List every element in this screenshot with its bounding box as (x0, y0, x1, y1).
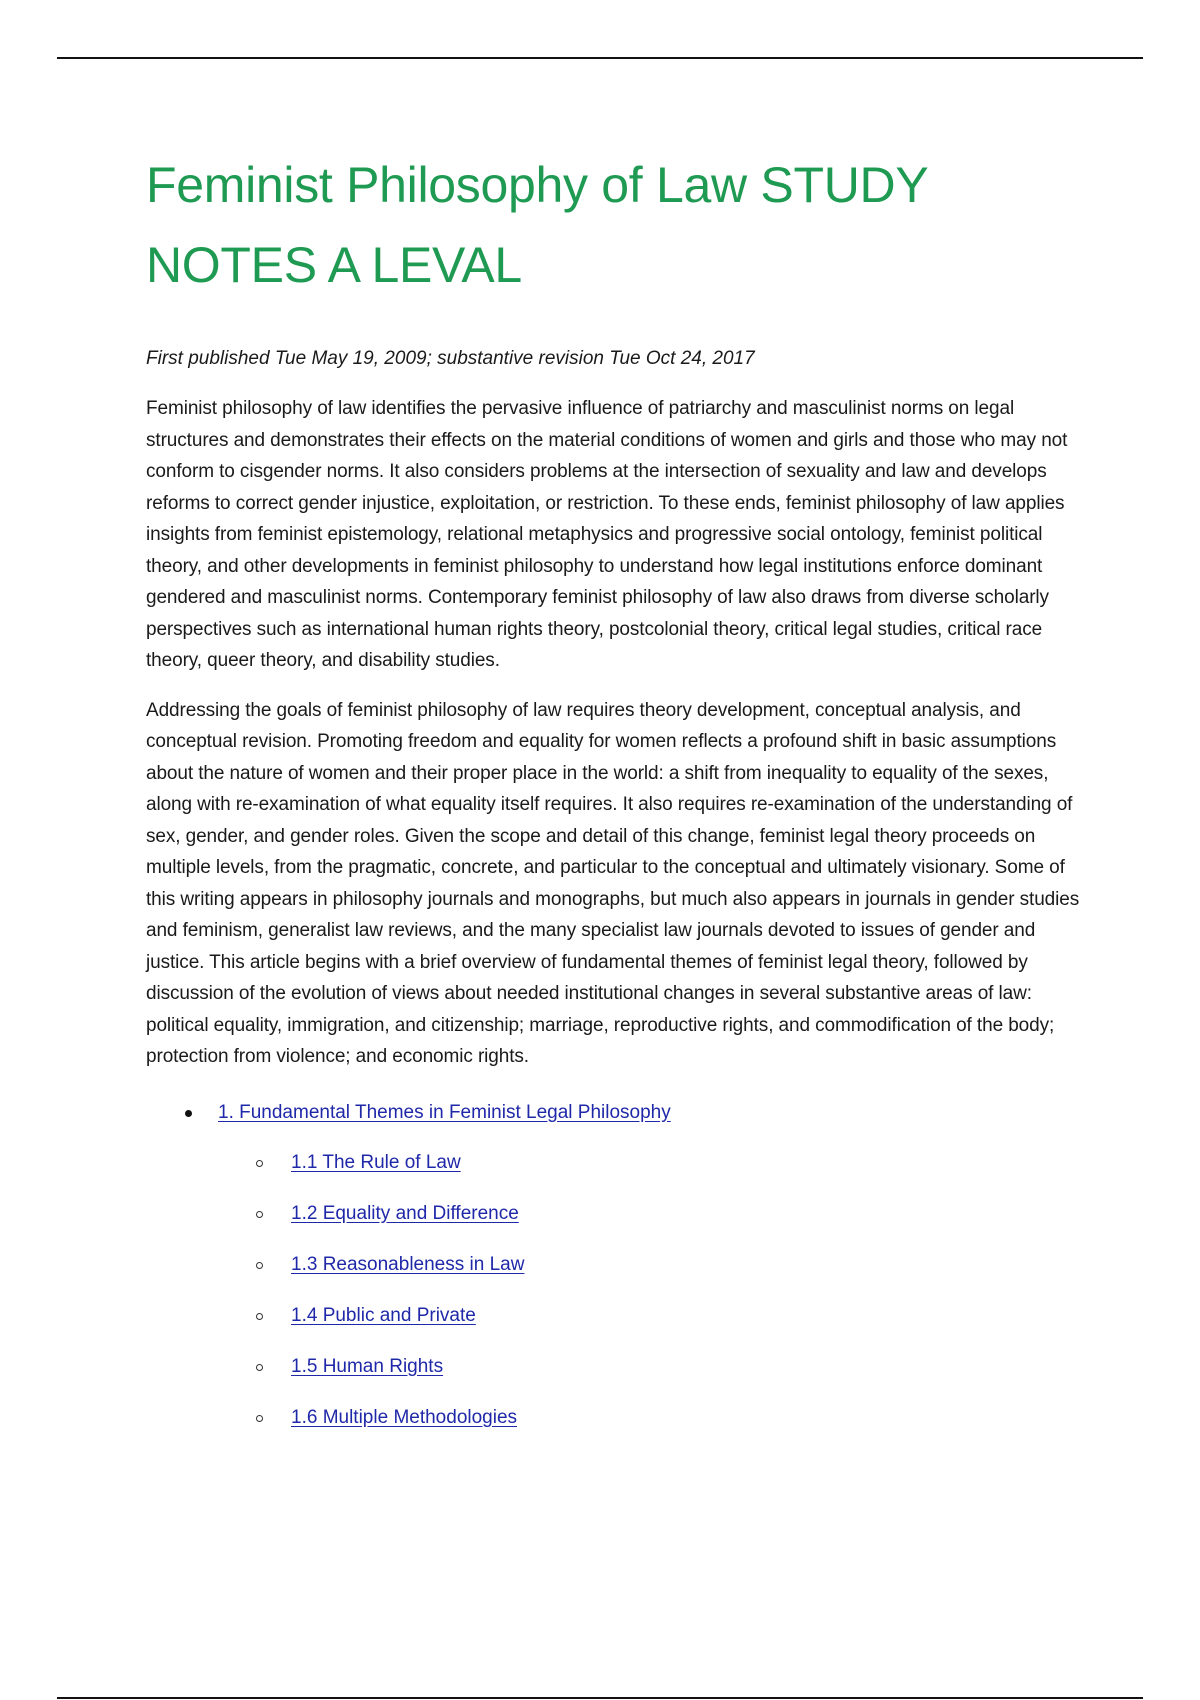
bullet-circle-icon (256, 1415, 263, 1422)
toc-subsection-item (146, 1149, 1096, 1177)
toc-link-human-rights[interactable]: 1.5 Human Rights (291, 1355, 444, 1377)
paragraph-goals: Addressing the goals of feminist philosophy of law requires theory development, conceptual analysis, and conceptual revision. Promoting freedom and equality for women reflects a profound shift in basic assumptions about the nature of women and their proper place in the world: a shift from inequality to equality of the sexes, along with re-examination of what equality itself requires. It also requires re-examination of the understanding of sex, gender, and gender roles. Given the scope and detail of this change, feminist legal theory proceeds on multiple levels, from the pragmatic, concrete, and particular to the conceptual and ultimately visionary. Some of this writing appears in philosophy journals and monographs, but much also appears in journals in gender studies and feminism, generalist law reviews, and the many specialist law journals devoted to issues of gender and justice. This article begins with a brief overview of fundamental themes of feminist legal theory, followed by discussion of the evolution of views about needed institutional changes in several substantive areas of law: political equality, immigration, and citizenship; marriage, reproductive rights, and commodification of the body; protection from violence; and economic rights. (146, 699, 1080, 1067)
bullet-circle-icon (256, 1262, 263, 1269)
top-rule (57, 57, 1143, 59)
toc-section-1 (146, 1099, 1096, 1432)
bottom-rule (57, 1697, 1143, 1699)
paragraph-intro: Feminist philosophy of law identifies the pervasive influence of patriarchy and masculinist norms on legal structures and demonstrates their effects on the material conditions of women and girls and those who may not conform to cisgender norms. It also considers problems at the intersection of sexuality and law and develops reforms to correct gender injustice, exploitation, or restriction. To these ends, feminist philosophy of law applies insights from feminist epistemology, relational metaphysics and progressive social ontology, feminist political theory, and other developments in feminist philosophy to understand how legal institutions enforce dominant gendered and masculinist norms. Contemporary feminist philosophy of law also draws from diverse scholarly perspectives such as international human rights theory, postcolonial theory, critical legal studies, critical race theory, queer theory, and disability studies. (146, 398, 1068, 671)
toc-link-reasonableness-in-law[interactable]: 1.3 Reasonableness in Law (291, 1253, 525, 1275)
bullet-disc-icon (185, 1110, 192, 1117)
table-of-contents (146, 1099, 1096, 1432)
toc-subsection-item (146, 1353, 1096, 1381)
document-body (146, 145, 1096, 1432)
bullet-circle-icon (256, 1313, 263, 1320)
toc-subsection-list (146, 1149, 1096, 1432)
bullet-circle-icon (256, 1160, 263, 1167)
toc-link-rule-of-law[interactable]: 1.1 The Rule of Law (291, 1151, 461, 1173)
bullet-circle-icon (256, 1364, 263, 1371)
bullet-circle-icon (256, 1211, 263, 1218)
toc-subsection-item (146, 1251, 1096, 1279)
toc-link-fundamental-themes[interactable]: 1. Fundamental Themes in Feminist Legal Philosophy (218, 1101, 671, 1123)
toc-subsection-item (146, 1404, 1096, 1432)
toc-link-public-and-private[interactable]: 1.4 Public and Private (291, 1304, 476, 1326)
publication-date: First published Tue May 19, 2009; substantive revision Tue Oct 24, 2017 (146, 348, 755, 369)
toc-link-multiple-methodologies[interactable]: 1.6 Multiple Methodologies (291, 1406, 518, 1428)
toc-subsection-item (146, 1200, 1096, 1228)
page-title: Feminist Philosophy of Law STUDY NOTES A LEVAL (146, 157, 928, 293)
toc-subsection-item (146, 1302, 1096, 1330)
toc-link-equality-and-difference[interactable]: 1.2 Equality and Difference (291, 1202, 519, 1224)
toc-subsections (146, 1149, 1096, 1432)
